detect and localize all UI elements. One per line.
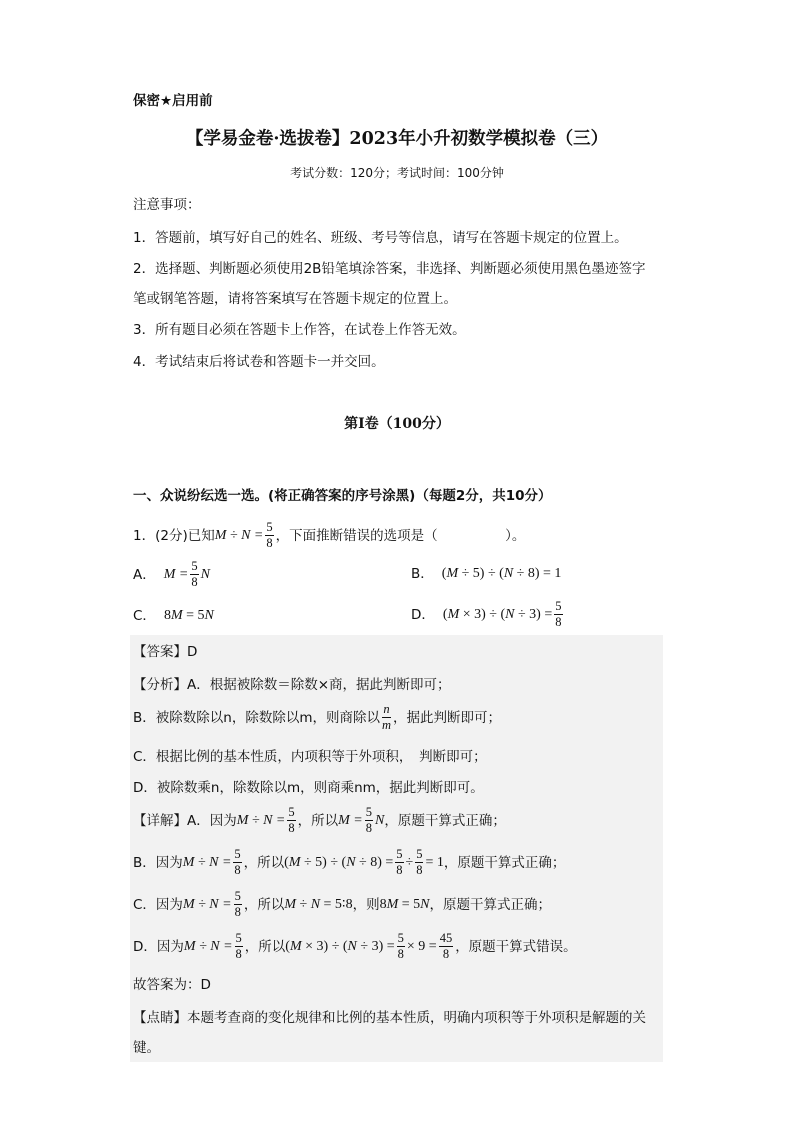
analysis-line: 【分析】A．根据被除数＝除数×商，据此判断即可； [133,677,451,693]
math-expression: × 9 = [406,938,437,954]
detail-text: B．因为 [133,854,183,871]
fraction: $\frac{5}{8}$ [234,847,241,877]
math-expression: N [375,812,385,828]
section-title: 一、众说纷纭选一选。(将正确答案的序号涂黑)（每题2分，共10分） [133,488,552,504]
note-item: 2．选择题、判断题必须使用2B铅笔填涂答案，非选择、判断题必须使用黑色墨迹签字 [133,261,646,277]
analysis-line: D．被除数乘n，除数除以m，则商乘nm，据此判断即可。 [133,780,484,796]
comment-line: 键。 [133,1040,160,1056]
math-expression: (M × 3) ÷ (N ÷ 3) = [442,606,553,622]
detail-text: ，所以 [297,812,339,829]
fraction: $\frac{5}{8}$ [365,805,372,835]
conclusion: 故答案为：D [133,977,211,993]
math-expression: M ÷ N = 5∶8 [284,896,353,912]
option-label: B． [411,566,434,582]
analysis-line: C．根据比例的基本性质，内项积等于外项积， 判断即可； [133,749,487,765]
question-1 [133,521,525,550]
part-title: 第I卷（100分） [344,416,450,432]
math-expression: ÷ [405,854,414,870]
option-c [133,607,214,625]
note-item: 4．考试结束后将试卷和答题卡一并交回。 [133,354,385,370]
fraction: $\frac{5}{8}$ [235,931,242,961]
fraction: $\frac{5}{8}$ [266,520,273,550]
detail-d [133,932,577,961]
math-expression: M = [163,566,189,582]
detail-b [133,848,565,877]
fraction: $\frac{5}{8}$ [288,805,295,835]
detail-text: ，则 [352,896,380,913]
math-expression: (M ÷ 5) ÷ (N ÷ 8) = [284,854,394,870]
fraction: $\frac{5}{8}$ [191,559,198,589]
math-expression: N [200,566,210,582]
option-a [133,560,210,589]
note-item: 1．答题前，填写好自己的姓名、班级、考号等信息，请写在答题卡规定的位置上。 [133,230,628,246]
question-suffix: ，下面推断错误的选项是（ ）。 [275,527,526,544]
detail-text: 【详解】A．因为 [133,812,237,829]
analysis-line [133,703,501,732]
detail-text: ，原题干算式正确； [443,854,566,871]
option-label: A． [133,566,156,583]
detail-a [133,806,506,835]
math-expression: M ÷ N = [236,812,286,828]
note-item: 笔或钢笔答题，请将答案填写在答题卡规定的位置上。 [133,291,457,307]
detail-c [133,890,551,919]
fraction: $\frac{5}{8}$ [234,889,241,919]
math-expression: M ÷ N = [214,527,264,543]
option-label: D． [411,606,435,623]
detail-text: ，所以 [244,938,286,955]
answer: 【答案】D [133,644,198,660]
exam-info: 考试分数：120分；考试时间：100分钟 [290,166,504,180]
analysis-text: B．被除数除以n，除数除以m，则商除以 [133,709,380,726]
math-expression: M ÷ N = [182,854,232,870]
fraction: $\frac{n}{m}$ [381,702,391,732]
note-item: 3．所有题目必须在答题卡上作答，在试卷上作答无效。 [133,322,466,338]
detail-text: ，所以 [243,896,285,913]
math-expression: = 1 [425,854,444,870]
detail-text: D．因为 [133,938,184,955]
detail-text: ，原题干算式正确； [384,812,506,829]
math-expression: (M × 3) ÷ (N ÷ 3) = [285,938,395,954]
math-expression: 8M = 5N [163,608,214,623]
detail-text: C．因为 [133,896,183,913]
fraction: $\frac{5}{8}$ [416,847,423,877]
fraction: $\frac{45}{8}$ [439,931,453,961]
option-label: C． [133,608,156,624]
math-expression: 8M = 5N [379,896,430,912]
math-expression: M ÷ N = [183,938,233,954]
detail-text: ，所以 [243,854,285,871]
detail-text: ，原题干算式错误。 [455,938,577,955]
analysis-text: ，据此判断即可； [393,709,501,726]
secret-label: 保密★启用前 [133,93,213,109]
fraction: $\frac{5}{8}$ [396,847,403,877]
fraction: $\frac{5}{8}$ [555,599,562,629]
math-expression: M = [338,812,363,828]
math-expression: (M ÷ 5) ÷ (N ÷ 8) = 1 [441,566,562,581]
notes-heading: 注意事项： [133,197,201,213]
math-expression: M ÷ N = [182,896,232,912]
exam-title: 【学易金卷·选拔卷】2023年小升初数学模拟卷（三） [185,129,609,149]
comment-line: 【点睛】本题考查商的变化规律和比例的基本性质，明确内项积等于外项积是解题的关 [133,1010,646,1026]
detail-text: ，原题干算式正确； [429,896,551,913]
option-b [411,565,561,583]
fraction: $\frac{5}{8}$ [397,931,404,961]
option-d [411,600,565,629]
question-prefix: 1．(2分)已知 [133,527,215,544]
